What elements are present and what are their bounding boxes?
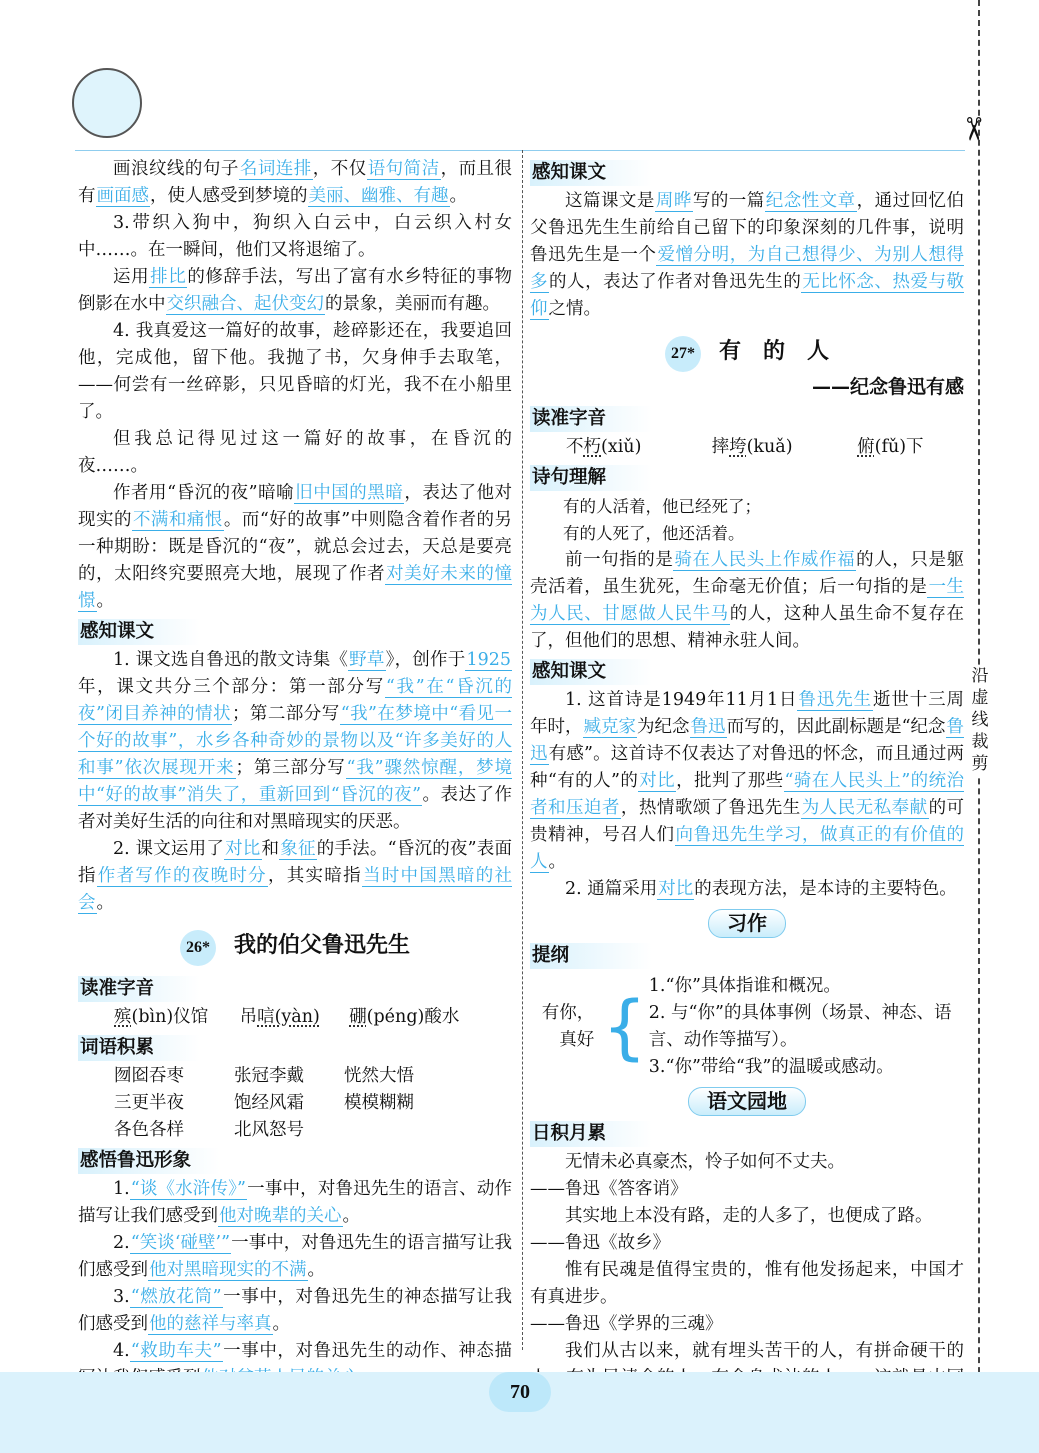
right-column: [530, 156, 964, 1446]
pinyin-item: 俯(fǔ)下: [857, 437, 924, 457]
text-segment: ，而且很有: [78, 159, 513, 206]
section-heading: 感知课文: [530, 659, 652, 685]
answer-blank: “笑谈‘碰壁’”: [130, 1233, 231, 1253]
writing-banner: 习作: [530, 909, 964, 939]
text-segment: 1. 课文选自鲁迅的散文诗集《: [113, 650, 349, 670]
intro-para-5: [78, 426, 512, 480]
text-segment: 2. 课文运用了: [113, 839, 225, 859]
answer-blank: 他对晚辈的关心: [219, 1206, 342, 1226]
text-segment: 。: [449, 186, 467, 206]
column-divider: [522, 150, 523, 1350]
vocab-row: 囫囵吞枣 张冠李戴 恍然大悟: [114, 1066, 414, 1086]
text-segment: 前一句指的是: [565, 550, 674, 570]
scissors-icon: ✂: [954, 115, 993, 143]
outline-item: 2. 与“你”的具体事例（场景、神态、语言、动作等描写）。: [648, 1003, 952, 1050]
perceive-para-2: [530, 876, 964, 903]
text-segment: 画浪纹线的句子: [113, 159, 239, 179]
answer-blank: 周晔: [655, 191, 692, 211]
perceive-para: [530, 188, 964, 323]
vocab-row: 各色各样 北风怒号: [114, 1120, 304, 1140]
answer-blank: 当时中国黑暗的社会: [78, 866, 513, 913]
cut-hint: 沿虚线裁剪: [971, 666, 989, 774]
lesson-26-title: [78, 929, 512, 966]
section-heading: 日积月累: [530, 1121, 652, 1147]
quote-source: ——鲁迅《故乡》: [530, 1233, 670, 1253]
answer-blank: 美丽、幽雅、有趣: [308, 186, 449, 206]
section-heading: 感知课文: [530, 160, 652, 186]
answer-blank: “救助车夫”: [130, 1341, 222, 1361]
text-segment: 一事中，对鲁迅先生的语言描写让我们感受到: [78, 1233, 512, 1280]
outline-item: 1.“你”具体指谁和概况。: [648, 976, 841, 996]
answer-blank: 骑在人民头上作威作福: [674, 550, 856, 570]
text-segment: ；第三部分写: [235, 758, 346, 778]
answer-blank: 野草: [349, 650, 385, 670]
answer-blank: 作者写作的夜晚时分: [97, 866, 267, 886]
section-heading: 词语积累: [78, 1035, 200, 1061]
top-rule: [75, 150, 965, 151]
text-segment: 2. 通篇采用: [565, 879, 658, 899]
text-segment: 写的一篇: [692, 191, 765, 211]
intro-para-6: [78, 480, 512, 615]
outline-block: [530, 973, 964, 1081]
quote-source: ——鲁迅《答客诮》: [530, 1179, 688, 1199]
pinyin-row: [78, 1004, 512, 1031]
poem-line: 有的人死了，他还活着。: [563, 524, 745, 543]
answer-blank: 对美好未来的憧憬: [78, 564, 513, 611]
section-heading: 读准字音: [530, 406, 652, 432]
answer-blank: 鲁迅: [690, 717, 726, 737]
answer-blank: 不满和痛恨: [132, 510, 223, 530]
answer-blank: 画面感: [96, 186, 149, 206]
text-segment: 。: [548, 852, 566, 872]
pinyin-item: 摔垮(kuǎ): [711, 437, 793, 457]
page-number: 70: [489, 1372, 551, 1412]
answer-blank: 名词连排: [239, 159, 312, 179]
perceive-para-1: [78, 647, 512, 836]
text-segment: 4.: [113, 1341, 130, 1361]
text-segment: 1.: [113, 1179, 130, 1199]
text-segment: 3.: [113, 1287, 130, 1307]
answer-blank: 一生为人民、甘愿做人民牛马: [530, 577, 965, 624]
text-segment: 2.: [113, 1233, 130, 1253]
text-segment: 。: [96, 893, 114, 913]
text-segment: 。而“好的故事”中则隐含着作者的另一种期盼：既是昏沉的“夜”，就总会过去，天总是要亮的，太阳终究要照亮大地，展现了作者: [78, 510, 512, 584]
mascot-apple-icon: [72, 68, 142, 138]
section-heading: 诗句理解: [530, 465, 652, 491]
text-segment: ，热情歌颂了鲁迅先生: [620, 798, 801, 818]
text-segment: 。表达了作者对美好生活的向往和对黑暗现实的厌恶。: [78, 785, 513, 832]
text-segment: 之情。: [548, 299, 601, 319]
vocab-row: 三更半夜 饱经风霜 模模糊糊: [114, 1093, 414, 1113]
text-segment: 。: [272, 1314, 290, 1334]
answer-blank: 鲁迅先生: [798, 690, 872, 710]
text-segment: 的人，只是躯壳活着，虽生犹死，生命毫无价值；后一句指的是: [530, 550, 965, 597]
answer-blank: 旧中国的黑暗: [295, 483, 404, 503]
answer-blank: 象征: [280, 839, 316, 859]
text-segment: ，其实暗指: [267, 866, 362, 886]
lesson-number: 26*: [180, 930, 216, 966]
text-segment: 4. 我真爱这一篇好的故事，趁碎影还在，我要追回他，完成他，留下他。我抛了书，欠身伸手去取笔，——何尝有一丝碎影，只见昏暗的灯光，我不在小船里了。: [78, 321, 512, 422]
text-segment: 。: [96, 591, 114, 611]
intro-para-2: [78, 210, 512, 264]
text-segment: 作者用“昏沉的夜”暗喻: [113, 483, 295, 503]
section-heading: 感知课文: [78, 619, 200, 645]
answer-blank: 纪念性文章: [765, 191, 856, 211]
lesson-27-title: [530, 335, 964, 372]
answer-blank: 语句简洁: [367, 159, 440, 179]
brace-icon: {: [602, 986, 647, 1068]
text-segment: 的表现方法，是本诗的主要特色。: [694, 879, 957, 899]
text-segment: 和: [261, 839, 280, 859]
text-segment: 年，课文共分三个部分：第一部分写: [78, 677, 385, 697]
answer-blank: “谈《水浒传》”: [130, 1179, 247, 1199]
pinyin-item: 殡(bìn)仪馆: [114, 1007, 209, 1027]
image-item: [78, 1284, 512, 1338]
text-segment: 1. 这首诗是1949年11月1日: [565, 690, 798, 710]
answer-blank: “我”骤然惊醒，梦境中“好的故事”消失了，重新回到“昏沉的夜”: [78, 758, 512, 805]
answer-blank: “我”在“昏沉的夜”闭目养神的情状: [78, 677, 512, 724]
answer-blank: 鲁迅: [530, 717, 965, 764]
intro-para-3: [78, 264, 512, 318]
poem-explanation: [530, 547, 964, 655]
answer-blank: 臧克家: [583, 717, 637, 737]
text-segment: ，批判了那些: [676, 771, 784, 791]
perceive-para-2: [78, 836, 512, 917]
lesson-subtitle: ——纪念鲁迅有感: [811, 376, 964, 398]
left-column: [78, 156, 512, 1446]
image-item: [78, 1230, 512, 1284]
text-segment: 这篇课文是: [565, 191, 655, 211]
lesson-title-text: 有 的 人: [718, 339, 829, 364]
text-segment: ，通过回忆伯父鲁迅先生生前给自己留下的印象深刻的几件事，说明鲁迅先生是一个: [530, 191, 965, 265]
outline-lead: 有你，真好: [541, 1003, 595, 1050]
quote-source: ——鲁迅《学界的三魂》: [530, 1314, 723, 1334]
text-segment: 的修辞手法，写出了富有水乡特征的事物倒影在水中: [78, 267, 513, 314]
quote-text: 其实地上本没有路，走的人多了，也便成了路。: [565, 1206, 933, 1226]
intro-para-4: [78, 318, 512, 426]
quote-text: 惟有民魂是值得宝贵的，惟有他发扬起来，中国才有真进步。: [530, 1260, 964, 1307]
answer-blank: “骑在人民头上”的统治者和压迫者: [530, 771, 964, 818]
text-segment: 的人，这种人虽生命不复存在了，但他们的思想、精神永驻人间。: [530, 604, 965, 651]
answer-blank: 无比怀念、热爱与敬仰: [530, 272, 965, 319]
text-segment: ，使人感受到梦境的: [150, 186, 308, 206]
answer-blank: 交织融合、起伏变幻: [166, 294, 324, 314]
text-segment: 逝世十三周年时，: [530, 690, 965, 737]
pinyin-row: [530, 434, 964, 461]
outline-item: 3.“你”带给“我”的温暖或感动。: [648, 1057, 894, 1077]
answer-blank: 他的慈祥与率真: [149, 1314, 272, 1334]
answer-blank: 1925: [466, 650, 512, 670]
text-segment: 的手法。“昏沉的夜”表面指: [78, 839, 513, 886]
answer-blank: 对比: [639, 771, 676, 791]
text-segment: 。: [342, 1206, 360, 1226]
pinyin-item: 硼(péng)酸水: [349, 1007, 460, 1027]
pinyin-item: 不朽(xiǔ): [566, 437, 642, 457]
text-segment: 但我总记得见过这一篇好的故事，在昏沉的夜……。: [78, 429, 512, 476]
lesson-number: 27*: [665, 336, 701, 372]
garden-banner: 语文园地: [530, 1087, 964, 1117]
answer-blank: 对比: [225, 839, 261, 859]
quote-text: 无情未必真豪杰，怜子如何不丈夫。: [565, 1152, 845, 1172]
image-item: [78, 1176, 512, 1230]
answer-blank: “燃放花筒”: [130, 1287, 222, 1307]
answer-blank: 排比: [150, 267, 187, 287]
text-segment: ，表达了他对现实的: [78, 483, 513, 530]
intro-para-1: [78, 156, 512, 210]
pinyin-item: 吊唁(yàn): [239, 1007, 320, 1027]
text-segment: 的人，表达了作者对鲁迅先生的: [549, 272, 802, 292]
answer-blank: 他对黑暗现实的不满: [149, 1260, 307, 1280]
perceive-para-1: [530, 687, 964, 876]
answer-blank: 向鲁迅先生学习，做真正的有价值的人: [530, 825, 965, 872]
text-segment: ；第二部分写: [231, 704, 340, 724]
text-segment: 而写的，因此副标题是“纪念: [726, 717, 946, 737]
text-segment: 。: [307, 1260, 325, 1280]
text-segment: 为纪念: [637, 717, 690, 737]
text-segment: ，不仅: [312, 159, 367, 179]
section-heading: 读准字音: [78, 976, 200, 1002]
poem-line: 有的人活着，他已经死了；: [563, 497, 761, 516]
text-segment: 有感”。这首诗不仅表达了对鲁迅的怀念，而且通过两种“有的人”的: [530, 744, 964, 791]
section-heading: 感悟鲁迅形象: [78, 1148, 220, 1174]
answer-blank: “我”在梦境中“看见一个好的故事”，水乡各种奇妙的景物以及“许多美好的人和事”依次展现开来: [78, 704, 513, 778]
section-heading: 提纲: [530, 943, 652, 969]
answer-blank: 爱憎分明，为自己想得少、为别人想得多: [530, 245, 965, 292]
text-segment: 的景象，美丽而有趣。: [325, 294, 500, 314]
text-segment: 的可贵精神，号召人们: [530, 798, 965, 845]
answer-blank: 为人民无私奉献: [801, 798, 928, 818]
text-segment: 一事中，对鲁迅先生的神态描写让我们感受到: [78, 1287, 512, 1334]
lesson-title-text: 我的伯父鲁迅先生: [233, 933, 410, 958]
answer-blank: 对比: [658, 879, 694, 899]
quote-text: 我们从古以来，就有埋头苦干的人，有拼命硬干的: [565, 1341, 964, 1361]
text-segment: 一事中，对鲁迅先生的语言、动作描写让我们感受到: [78, 1179, 512, 1226]
text-segment: 一事中，对鲁迅先生的动作、神态描: [222, 1341, 512, 1361]
text-segment: 3.带织入狗中，狗织入白云中，白云织入村女中……。在一瞬间，他们又将退缩了。: [78, 213, 512, 260]
text-segment: 》，创作于: [385, 650, 466, 670]
text-segment: 运用: [113, 267, 150, 287]
outline-items: [649, 973, 964, 1081]
